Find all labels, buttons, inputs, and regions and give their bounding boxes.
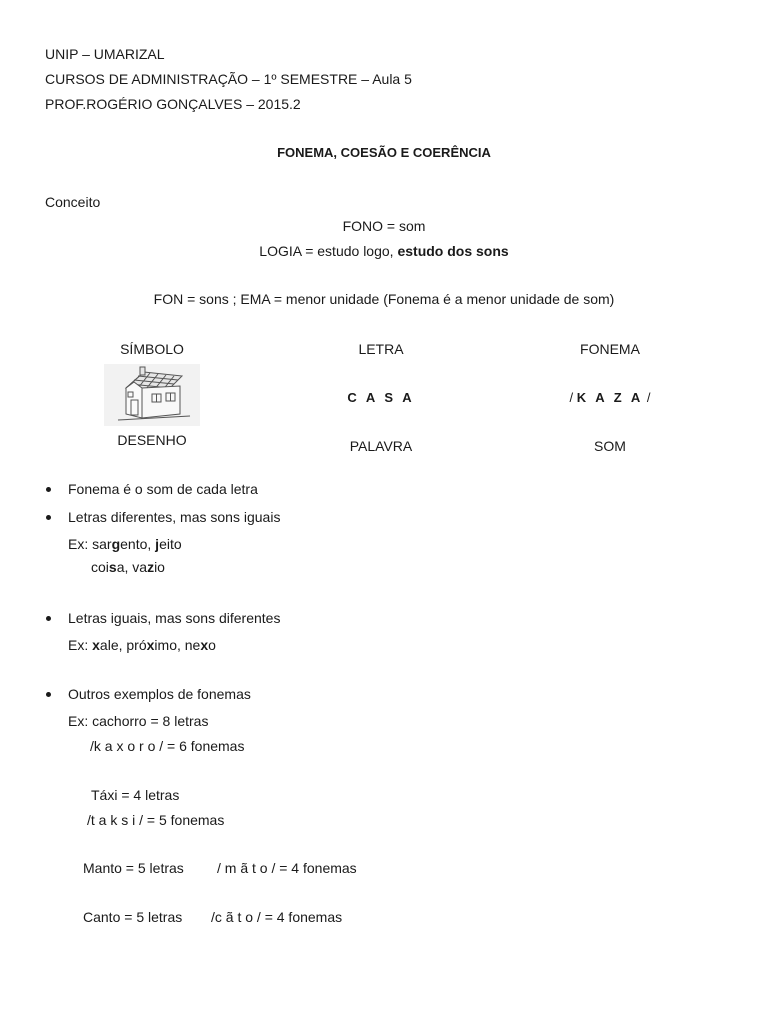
example-manto-letras: Manto = 5 letras <box>83 860 184 876</box>
document-title: FONEMA, COESÃO E COERÊNCIA <box>277 145 491 160</box>
table-header-fonema: FONEMA <box>580 341 640 357</box>
table-header-simbolo: SÍMBOLO <box>120 341 184 357</box>
example-taxi-fonemas: /t a k s i / = 5 fonemas <box>87 812 225 828</box>
example-canto-fonemas: /c ã t o / = 4 fonemas <box>211 909 343 925</box>
example-cachorro-fonemas: /k a x o r o / = 6 fonemas <box>90 738 245 754</box>
example-text: imo, ne <box>154 637 201 653</box>
table-footer-desenho: DESENHO <box>117 432 187 448</box>
header-line-2: CURSOS DE ADMINISTRAÇÃO – 1º SEMESTRE – Aula 5 <box>45 71 412 87</box>
example-coisa-vazio <box>91 558 165 576</box>
fono-definition: FONO = som <box>342 218 426 234</box>
example-canto-letras: Canto = 5 letras <box>83 909 183 925</box>
bullet-letras-diferentes: Letras diferentes, mas sons iguais <box>68 509 281 525</box>
table-footer-palavra: PALAVRA <box>349 438 413 454</box>
example-text: coi <box>91 559 109 575</box>
example-text: ento, <box>120 536 156 552</box>
example-highlight: s <box>108 559 117 575</box>
bullet-fonema-som: Fonema é o som de cada letra <box>68 481 258 497</box>
phoneme-slash-close: / <box>643 390 651 405</box>
example-text: io <box>154 559 165 575</box>
example-highlight: j <box>155 536 160 552</box>
header-line-3: PROF.ROGÉRIO GONÇALVES – 2015.2 <box>45 96 301 112</box>
phoneme-slash-open: / <box>569 390 577 405</box>
example-text: Ex: sar <box>68 536 112 552</box>
example-text: o <box>208 637 216 653</box>
example-taxi-letras: Táxi = 4 letras <box>91 787 180 803</box>
example-xale-proximo-nexo <box>68 636 216 654</box>
logia-definition <box>0 242 768 260</box>
bullet-dot <box>46 515 51 520</box>
example-highlight: g <box>111 536 121 552</box>
example-highlight: x <box>146 637 155 653</box>
example-sargento-jeito <box>68 535 182 553</box>
house-drawing <box>104 364 200 426</box>
table-footer-som: SOM <box>594 438 626 454</box>
example-highlight: x <box>92 637 100 653</box>
bullet-letras-iguais: Letras iguais, mas sons diferentes <box>68 610 281 626</box>
concept-label: Conceito <box>45 194 101 210</box>
phoneme-kaza-letters: K A Z A <box>576 390 644 405</box>
bullet-dot <box>46 692 51 697</box>
fon-definition: FON = sons ; EMA = menor unidade (Fonema é a menor unidade de som) <box>153 291 615 307</box>
example-highlight: z <box>147 559 155 575</box>
example-text: a, va <box>116 559 148 575</box>
logia-bold-text: estudo dos sons <box>397 243 509 259</box>
logia-text: LOGIA = estudo logo, <box>259 243 398 259</box>
header-line-1: UNIP – UMARIZAL <box>45 46 165 62</box>
example-manto-fonemas: / m ã t o / = 4 fonemas <box>217 860 357 876</box>
phoneme-kaza <box>530 389 690 407</box>
example-highlight: x <box>200 637 209 653</box>
example-text: Ex: <box>68 637 93 653</box>
example-text: ale, pró <box>99 637 147 653</box>
bullet-outros-exemplos: Outros exemplos de fonemas <box>68 686 251 702</box>
example-cachorro-letras: Ex: cachorro = 8 letras <box>68 713 209 729</box>
table-header-letra: LETRA <box>358 341 404 357</box>
word-casa: C A S A <box>347 390 415 405</box>
bullet-dot <box>46 487 51 492</box>
example-text: eito <box>159 536 182 552</box>
bullet-dot <box>46 616 51 621</box>
